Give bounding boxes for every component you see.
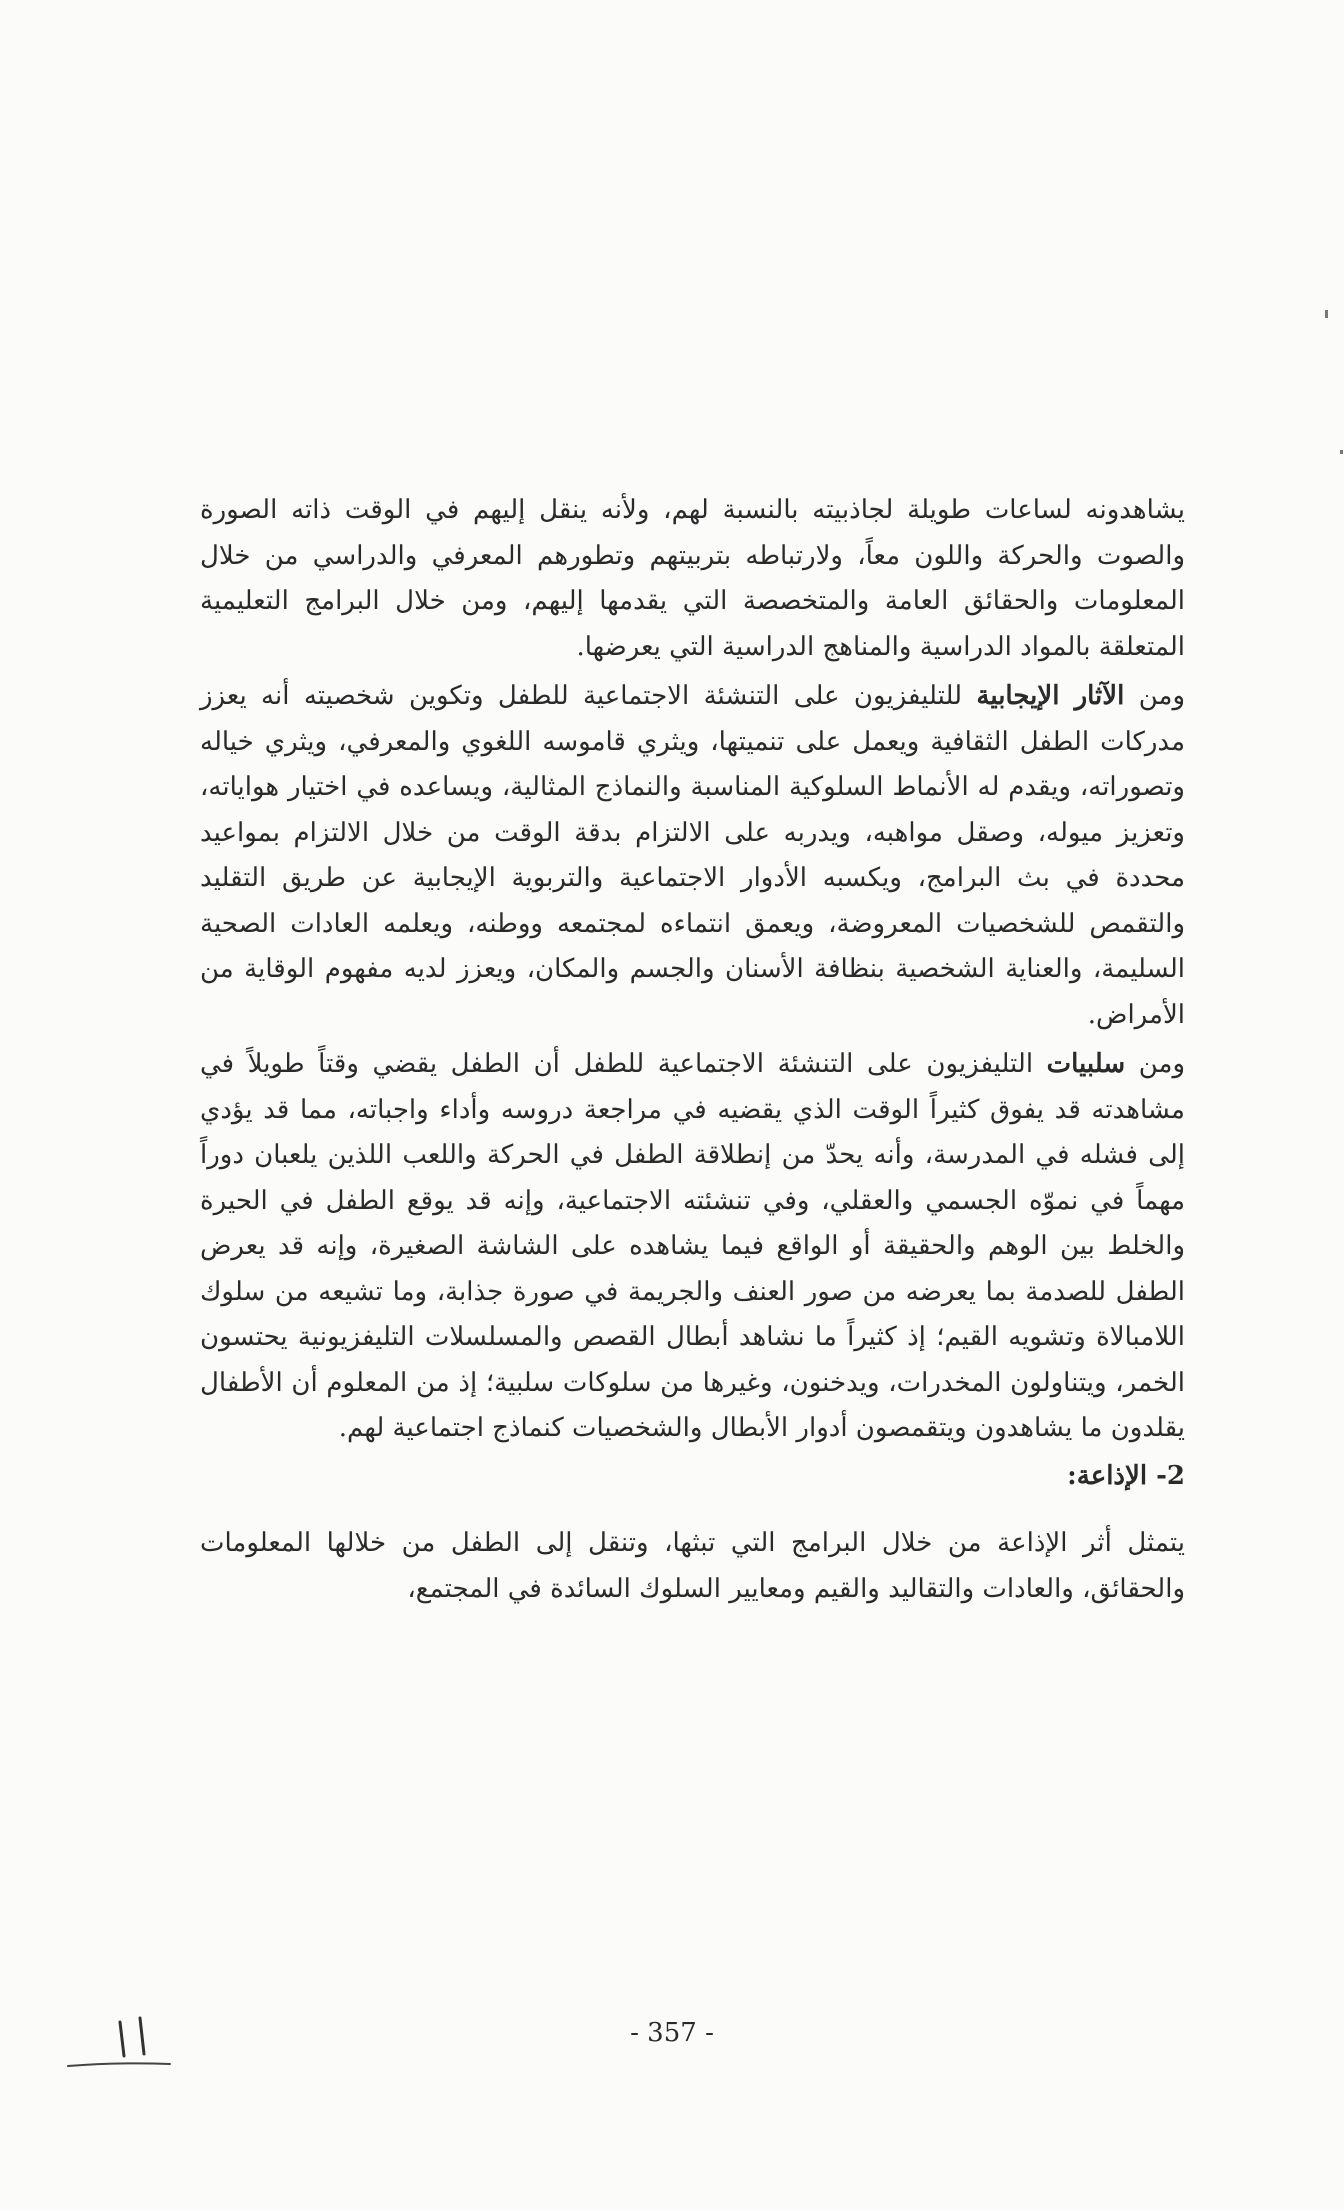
paragraph-1 <box>200 488 1185 670</box>
paragraph-4: يتمثل أثر الإذاعة من خلال البرامج التي تبثها، وتنقل إلى الطفل من خلالها المعلومات والحقائق، والعادات والتقاليد والقيم ومعايير السلوك السائدة في المجتمع، <box>200 1528 1185 1604</box>
paragraph-3 <box>200 1042 1185 1452</box>
paragraph-text: التليفزيون على التنشئة الاجتماعية للطفل أن الطفل يقضي وقتاً طويلاً في مشاهدته قد يفوق كثيراً الوقت الذي يقضيه في مراجعة دروسه وأداء واجباته، مما قد يؤدي إلى فشله في المدرسة، وأنه يحدّ من إنطلاقة الطفل في الحركة واللعب اللذين يلعبان دوراً مهماً في نموّه الجسمي والعقلي، وفي تنشئته الاجتماعية، وإنه قد يوقع الطفل في الحيرة والخلط بين الوهم والحقيقة أو الواقع فيما يشاهده على الشاشة الصغيرة، وإنه قد يعرض الطفل للصدمة بما يعرضه من صور العنف والجريمة في صورة جذابة، وما تشيعه من سلوك اللامبالاة وتشويه القيم؛ إذ كثيراً ما نشاهد أبطال القصص والمسلسلات التليفزيونية يحتسون الخمر، ويتناولون المخدرات، ويدخنون، وغيرها من سلوكات سلبية؛ إذ من المعلوم أن الأطفال يقلدون ما يشاهدون ويتقمصون أدوار الأبطال والشخصيات كنماذج اجتماعية لهم. <box>200 1049 1185 1443</box>
paragraph-text: يشاهدونه لساعات طويلة لجاذبيته بالنسبة لهم، ولأنه ينقل إليهم في الوقت ذاته الصورة والصوت والحركة واللون معاً، ولارتباطه بتربيتهم وتطورهم المعرفي والدراسي من خلال المعلومات والحقائق العامة والمتخصصة التي يقدمها إليهم، ومن خلال البرامج التعليمية المتعلقة بالمواد الدراسية والمناهج الدراسية التي يعرضها. <box>200 495 1185 662</box>
margin-mark <box>1340 450 1343 454</box>
paragraph-2 <box>200 674 1185 1038</box>
section-heading-radio: 2- الإذاعة: <box>1067 1460 1185 1491</box>
bold-term-negatives: سلبيات <box>1046 1049 1126 1079</box>
handwritten-mark <box>58 2000 178 2080</box>
page-number: - 357 - <box>630 2018 714 2048</box>
bold-term-positive-effects: الآثار الإيجابية <box>976 681 1125 711</box>
paragraph-text: للتليفزيون على التنشئة الاجتماعية للطفل وتكوين شخصيته أنه يعزز مدركات الطفل الثقافية ويعمل على تنميتها، ويثري قاموسه اللغوي والمعرفي، ويثري خياله وتصوراته، ويقدم له الأنماط السلوكية المناسبة والنماذج المثالية، ويساعده في اختيار هواياته، وتعزيز ميوله، وصقل مواهبه، ويدربه على الالتزام بدقة الوقت من خلال الالتزام بمواعيد محددة في بث البرامج، ويكسبه الأدوار الاجتماعية والتربوية الإيجابية عن طريق التقليد والتقمص للشخصيات المعروضة، ويعمق انتماءه لمجتمعه ووطنه، ويعلمه العادات الصحية السليمة، والعناية الشخصية بنظافة الأسنان والجسم والمكان، ويعزز لديه مفهوم الوقاية من الأمراض. <box>200 681 1185 1030</box>
body-text <box>200 488 1185 1612</box>
margin-mark <box>1325 310 1328 318</box>
paragraph-lead: ومن <box>1138 681 1186 711</box>
paragraph-lead: ومن <box>1138 1049 1186 1079</box>
